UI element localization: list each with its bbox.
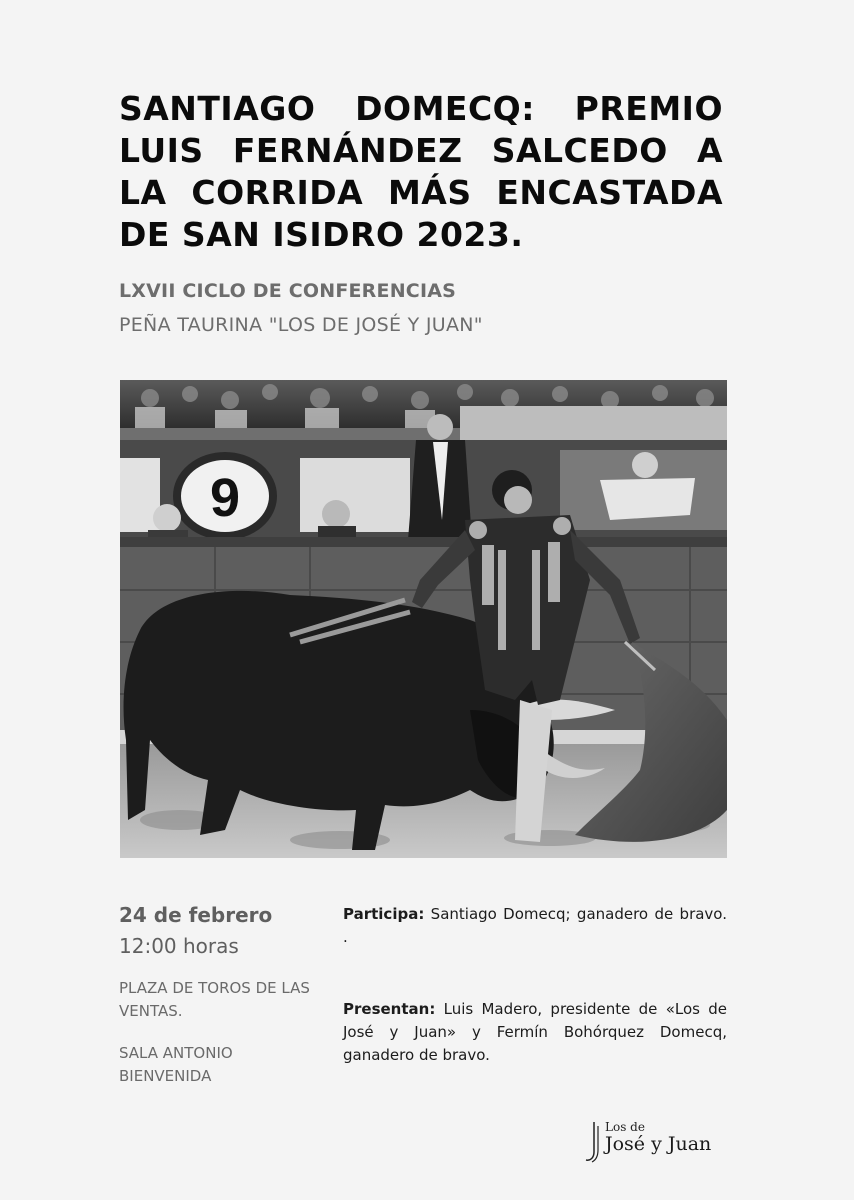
presenters-info bbox=[343, 998, 727, 1067]
organizer-name: PEÑA TAURINA "LOS DE JOSÉ Y JUAN" bbox=[119, 314, 483, 336]
event-room: SALA ANTONIO BIENVENIDA bbox=[119, 1044, 233, 1085]
participant-info bbox=[343, 903, 727, 949]
plaza-number-sign: 9 bbox=[209, 468, 241, 528]
presentan-label: Presentan: bbox=[343, 1000, 436, 1018]
bullfight-photo bbox=[120, 380, 727, 858]
participa-text: Santiago Domecq; ganadero de bravo. . bbox=[343, 905, 727, 946]
event-venue: PLAZA DE TOROS DE LAS VENTAS. bbox=[119, 979, 310, 1020]
logo-big-text: José y Juan bbox=[605, 1133, 712, 1155]
logo-small-text: Los de bbox=[605, 1120, 645, 1134]
pena-logo bbox=[584, 1120, 724, 1164]
logo-mark-icon bbox=[584, 1120, 602, 1164]
event-title: SANTIAGO DOMECQ: PREMIO LUIS FERNÁNDEZ SALCEDO A LA CORRIDA MÁS ENCASTADA DE SAN ISIDRO 2023. bbox=[119, 89, 723, 254]
participa-label: Participa: bbox=[343, 905, 425, 923]
event-date: 24 de febrero bbox=[119, 903, 273, 927]
event-time: 12:00 horas bbox=[119, 934, 239, 958]
conference-cycle: LXVII CICLO DE CONFERENCIAS bbox=[119, 280, 456, 302]
presentan-text: Luis Madero, presidente de «Los de José y Juan» y Fermín Bohórquez Domecq, ganadero de bravo. bbox=[343, 1000, 727, 1064]
